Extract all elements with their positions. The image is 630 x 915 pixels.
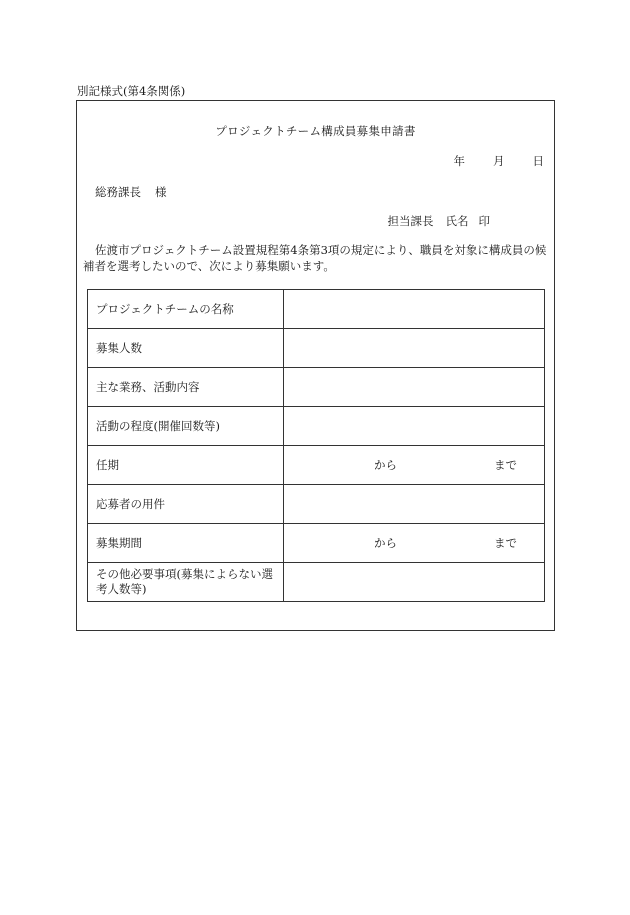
request-body-text: 佐渡市プロジェクトチーム設置規程第4条第3項の規定により、職員を対象に構成員の候補者を選考したいので、次により募集願います。 xyxy=(83,243,547,273)
date-line xyxy=(454,153,545,169)
addressee-honorific: 様 xyxy=(155,185,167,199)
table-row xyxy=(88,446,545,485)
date-year: 年 xyxy=(453,154,465,168)
row-label: その他必要事項(募集によらない選考人数等) xyxy=(88,563,284,602)
table-row xyxy=(88,368,545,407)
sender-position: 担当課長 xyxy=(387,214,434,228)
addressee-name: 総務課長 xyxy=(95,185,141,199)
row-value-field[interactable] xyxy=(284,407,545,446)
row-label: 主な業務、活動内容 xyxy=(88,368,284,407)
row-value-field[interactable] xyxy=(284,368,545,407)
row-value-field[interactable] xyxy=(284,485,545,524)
row-label: 応募者の用件 xyxy=(88,485,284,524)
sender-name-label: 氏名 xyxy=(445,214,469,228)
table-row xyxy=(88,524,545,563)
row-label: 任期 xyxy=(88,446,284,485)
document-title: プロジェクトチーム構成員募集申請書 xyxy=(215,124,416,138)
table-row xyxy=(88,485,545,524)
table-row xyxy=(88,329,545,368)
from-label: から xyxy=(374,458,397,472)
row-value-field[interactable] xyxy=(284,563,545,602)
row-value-field[interactable] xyxy=(284,290,545,329)
row-label: プロジェクトチームの名称 xyxy=(88,290,284,329)
table-row xyxy=(88,407,545,446)
to-label: まで xyxy=(494,458,517,472)
term-value-field[interactable] xyxy=(284,446,545,485)
row-value-field[interactable] xyxy=(284,329,545,368)
date-month: 月 xyxy=(493,154,505,168)
sender xyxy=(388,213,491,229)
application-form xyxy=(76,100,555,631)
table-row xyxy=(88,290,545,329)
date-day: 日 xyxy=(532,154,544,168)
row-label: 募集人数 xyxy=(88,329,284,368)
period-value-field[interactable] xyxy=(284,524,545,563)
application-items-table xyxy=(87,289,545,602)
table-row xyxy=(88,563,545,602)
addressee xyxy=(95,184,167,200)
row-label: 活動の程度(開催回数等) xyxy=(88,407,284,446)
to-label: まで xyxy=(494,536,517,550)
row-label: 募集期間 xyxy=(88,524,284,563)
form-caption: 別記様式(第4条関係) xyxy=(77,84,186,98)
from-label: から xyxy=(374,536,397,550)
sender-seal: 印 xyxy=(478,214,490,228)
